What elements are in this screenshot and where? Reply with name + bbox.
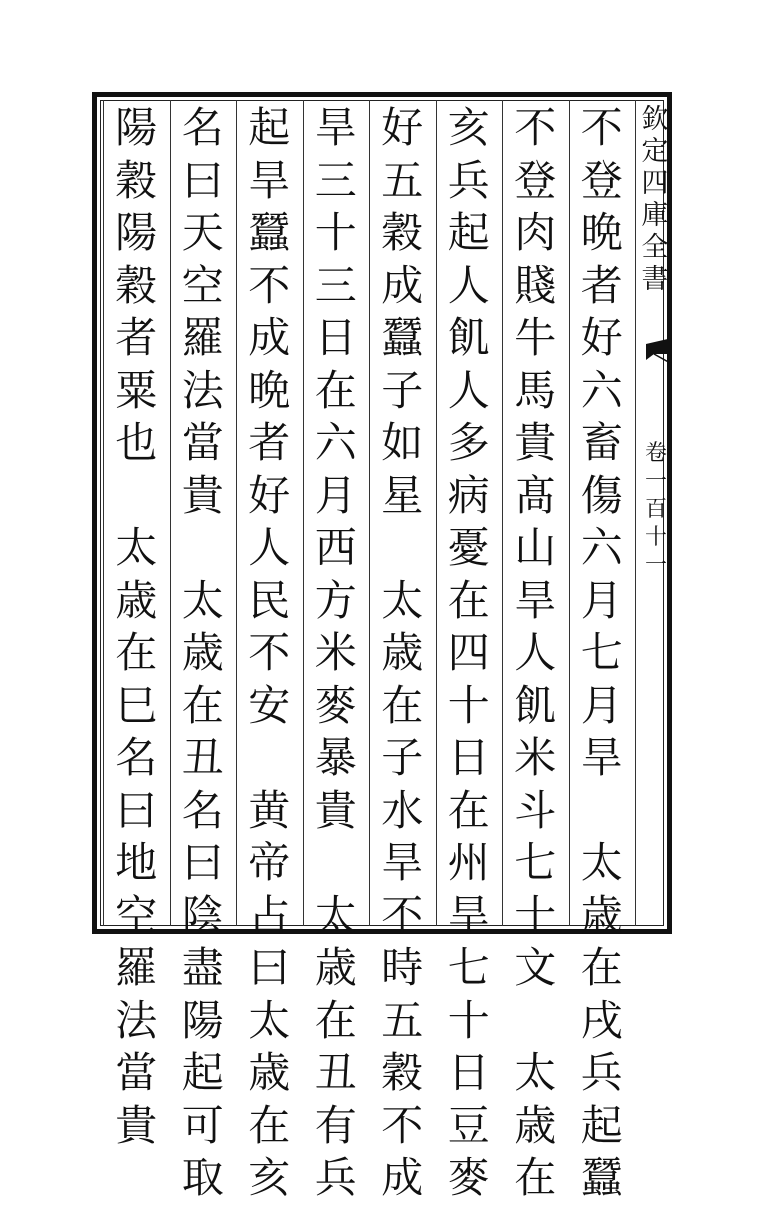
text-char: 麥	[314, 680, 357, 730]
text-char: 傷	[580, 470, 623, 520]
text-char: 起	[580, 1100, 623, 1150]
text-char: 時	[381, 943, 424, 992]
text-char: 飢	[447, 313, 490, 362]
text-column	[306, 102, 366, 1205]
text-char: 十	[514, 890, 557, 940]
text-char: 不	[381, 1100, 424, 1150]
text-char: 當	[181, 418, 224, 467]
text-char: 穀	[381, 208, 424, 257]
text-char: 在	[514, 1153, 557, 1202]
text-char: 名	[115, 733, 158, 782]
series-title	[640, 104, 670, 296]
text-char: 六	[580, 365, 623, 415]
text-char: 在	[381, 680, 424, 730]
text-char: 飢	[514, 680, 557, 730]
text-char: 在	[248, 1100, 291, 1150]
text-char: 旱	[314, 103, 357, 152]
text-char: 方	[314, 575, 357, 625]
text-char: 人	[514, 628, 557, 677]
text-char: 在	[580, 943, 623, 992]
text-char: 在	[115, 628, 158, 677]
text-char: 貴	[115, 1100, 158, 1150]
text-char: 在	[447, 575, 490, 625]
text-char: 曰	[181, 155, 224, 205]
text-char: 亥	[248, 1153, 291, 1202]
text-char: 髙	[514, 470, 557, 520]
text-char	[572, 785, 632, 838]
text-char: 麥	[447, 1153, 490, 1202]
column-rule	[569, 100, 570, 926]
text-char: 起	[181, 1048, 224, 1097]
text-char: 貴	[181, 470, 224, 520]
text-char: 好	[580, 313, 623, 362]
text-char: 在	[314, 995, 357, 1045]
text-char: 可	[181, 1100, 224, 1150]
text-char: 豆	[447, 1100, 490, 1150]
text-char: 在	[181, 680, 224, 730]
text-char: 水	[381, 785, 424, 835]
text-char: 空	[181, 260, 224, 310]
text-char: 貴	[314, 785, 357, 835]
column-rule	[303, 100, 304, 926]
text-char: 人	[447, 365, 490, 415]
text-char: 好	[381, 103, 424, 152]
text-char: 十	[447, 680, 490, 730]
text-char: 五	[381, 155, 424, 205]
text-char: 太	[115, 523, 158, 572]
text-char: 戌	[580, 995, 623, 1045]
text-char: 取	[181, 1153, 224, 1202]
text-column	[106, 102, 166, 1152]
text-char: 畜	[580, 418, 623, 467]
text-char: 米	[314, 628, 357, 677]
text-char: 起	[248, 103, 291, 152]
column-rule	[502, 100, 503, 926]
text-char: 多	[447, 418, 490, 467]
text-char: 旱	[514, 575, 557, 625]
text-char: 穀	[381, 1048, 424, 1097]
text-char: 牛	[514, 313, 557, 362]
text-char: 文	[514, 943, 557, 992]
text-char: 在	[447, 785, 490, 835]
text-char: 七	[514, 838, 557, 887]
text-char: 曰	[181, 838, 224, 887]
text-char: 貴	[514, 418, 557, 467]
series-title-char: 全	[641, 232, 669, 263]
text-char: 太	[181, 575, 224, 625]
text-char: 羅	[181, 313, 224, 362]
text-char: 歳	[514, 1100, 557, 1150]
text-char	[239, 732, 299, 785]
text-char: 太	[314, 890, 357, 940]
text-char: 七	[580, 628, 623, 677]
text-char: 黄	[248, 785, 291, 835]
text-char: 穀	[115, 155, 158, 205]
text-char: 法	[115, 995, 158, 1045]
text-char: 也	[115, 418, 158, 467]
text-char: 民	[248, 575, 291, 625]
series-title-char: 定	[641, 136, 669, 167]
text-char: 旱	[381, 838, 424, 887]
text-char	[306, 837, 366, 890]
volume-label-char: 十	[644, 525, 667, 550]
text-char: 兵	[314, 1153, 357, 1202]
text-char: 穀	[115, 260, 158, 310]
text-char: 歳	[314, 943, 357, 992]
text-char: 者	[580, 260, 623, 310]
text-char: 如	[381, 418, 424, 467]
text-char: 名	[181, 785, 224, 835]
text-char: 歳	[248, 1048, 291, 1097]
text-char: 不	[248, 628, 291, 677]
text-char: 有	[314, 1100, 357, 1150]
text-char: 陽	[115, 208, 158, 257]
text-char: 子	[381, 733, 424, 782]
text-char: 地	[115, 838, 158, 887]
text-char: 日	[447, 1048, 490, 1097]
text-column	[239, 102, 299, 1205]
series-title-char: 書	[641, 264, 669, 295]
text-char: 當	[115, 1048, 158, 1097]
text-char	[505, 995, 565, 1048]
text-char: 晩	[248, 365, 291, 415]
text-char: 三	[314, 260, 357, 310]
text-char: 不	[248, 260, 291, 310]
text-char: 登	[514, 155, 557, 205]
text-char: 暴	[314, 733, 357, 782]
text-char: 亥	[447, 103, 490, 152]
text-char: 月	[314, 470, 357, 520]
text-char: 星	[381, 470, 424, 520]
text-char: 四	[447, 628, 490, 677]
text-char: 不	[580, 103, 623, 152]
text-char: 羅	[115, 943, 158, 992]
text-char	[173, 522, 233, 575]
text-char: 不	[514, 103, 557, 152]
text-char: 歳	[115, 575, 158, 625]
text-char: 者	[248, 418, 291, 467]
text-char: 者	[115, 313, 158, 362]
text-char: 西	[314, 523, 357, 572]
column-rule	[170, 100, 171, 926]
text-char: 曰	[248, 943, 291, 992]
text-char: 帝	[248, 838, 291, 887]
series-title-char: 欽	[641, 104, 669, 135]
text-char: 陽	[181, 995, 224, 1045]
text-char: 丑	[314, 1048, 357, 1097]
text-char: 成	[248, 313, 291, 362]
text-column	[439, 102, 499, 1205]
text-char: 蠶	[248, 208, 291, 257]
text-char: 肉	[514, 208, 557, 257]
text-column	[372, 102, 432, 1205]
text-char: 法	[181, 365, 224, 415]
text-char: 旱	[248, 155, 291, 205]
series-title-char: 庫	[641, 200, 669, 231]
text-char: 六	[580, 523, 623, 572]
text-char: 旱	[447, 890, 490, 940]
text-char: 賤	[514, 260, 557, 310]
text-char: 安	[248, 680, 291, 730]
text-char: 山	[514, 523, 557, 572]
column-rule	[369, 100, 370, 926]
text-char: 六	[314, 418, 357, 467]
text-char: 粟	[115, 365, 158, 415]
text-char: 太	[514, 1048, 557, 1097]
text-char: 米	[514, 733, 557, 782]
text-char: 名	[181, 103, 224, 152]
volume-label-char: 卷	[644, 441, 667, 466]
text-char: 兵	[580, 1048, 623, 1097]
text-char: 日	[447, 733, 490, 782]
text-char: 人	[447, 260, 490, 310]
text-char: 占	[248, 890, 291, 940]
column-rule	[635, 100, 636, 926]
text-column	[505, 102, 565, 1205]
text-char: 月	[580, 575, 623, 625]
text-char: 不	[381, 890, 424, 940]
text-char: 旱	[580, 733, 623, 782]
text-char: 歳	[381, 628, 424, 677]
column-rule	[436, 100, 437, 926]
text-char: 成	[381, 1153, 424, 1202]
text-char: 晩	[580, 208, 623, 257]
volume-label-char: 一	[644, 469, 667, 494]
text-char: 太	[381, 575, 424, 625]
text-char: 曰	[115, 785, 158, 835]
text-char: 成	[381, 260, 424, 310]
text-char: 好	[248, 470, 291, 520]
text-char: 憂	[447, 523, 490, 572]
text-char: 歳	[580, 890, 623, 940]
text-char: 斗	[514, 785, 557, 835]
text-char	[372, 522, 432, 575]
text-char: 五	[381, 995, 424, 1045]
text-char: 馬	[514, 365, 557, 415]
text-char: 州	[447, 838, 490, 887]
text-char: 天	[181, 208, 224, 257]
text-char: 日	[314, 313, 357, 362]
volume-label	[642, 440, 670, 580]
series-title-char: 四	[641, 168, 669, 199]
text-column	[173, 102, 233, 1205]
fishtail-mark-icon	[646, 338, 672, 364]
text-char: 歳	[181, 628, 224, 677]
text-char: 登	[580, 155, 623, 205]
text-char: 太	[580, 838, 623, 887]
text-char: 在	[314, 365, 357, 415]
column-rule	[236, 100, 237, 926]
text-char: 病	[447, 470, 490, 520]
text-char: 陰	[181, 890, 224, 940]
text-char: 起	[447, 208, 490, 257]
text-char: 巳	[115, 680, 158, 730]
text-char: 空	[115, 890, 158, 940]
text-char: 太	[248, 995, 291, 1045]
text-char: 蠶	[381, 313, 424, 362]
text-char: 三	[314, 155, 357, 205]
text-char: 兵	[447, 155, 490, 205]
text-char: 子	[381, 365, 424, 415]
text-char	[106, 470, 166, 523]
text-char: 陽	[115, 103, 158, 152]
text-char: 蠶	[580, 1153, 623, 1202]
volume-label-char: 百	[644, 497, 667, 522]
volume-label-char: 一	[644, 553, 667, 578]
column-rule	[103, 100, 104, 926]
text-char: 人	[248, 523, 291, 572]
text-char: 十	[447, 995, 490, 1045]
text-column	[572, 102, 632, 1205]
text-char: 月	[580, 680, 623, 730]
text-char: 丑	[181, 733, 224, 782]
text-char: 七	[447, 943, 490, 992]
text-char: 十	[314, 208, 357, 257]
text-char: 盡	[181, 943, 224, 992]
